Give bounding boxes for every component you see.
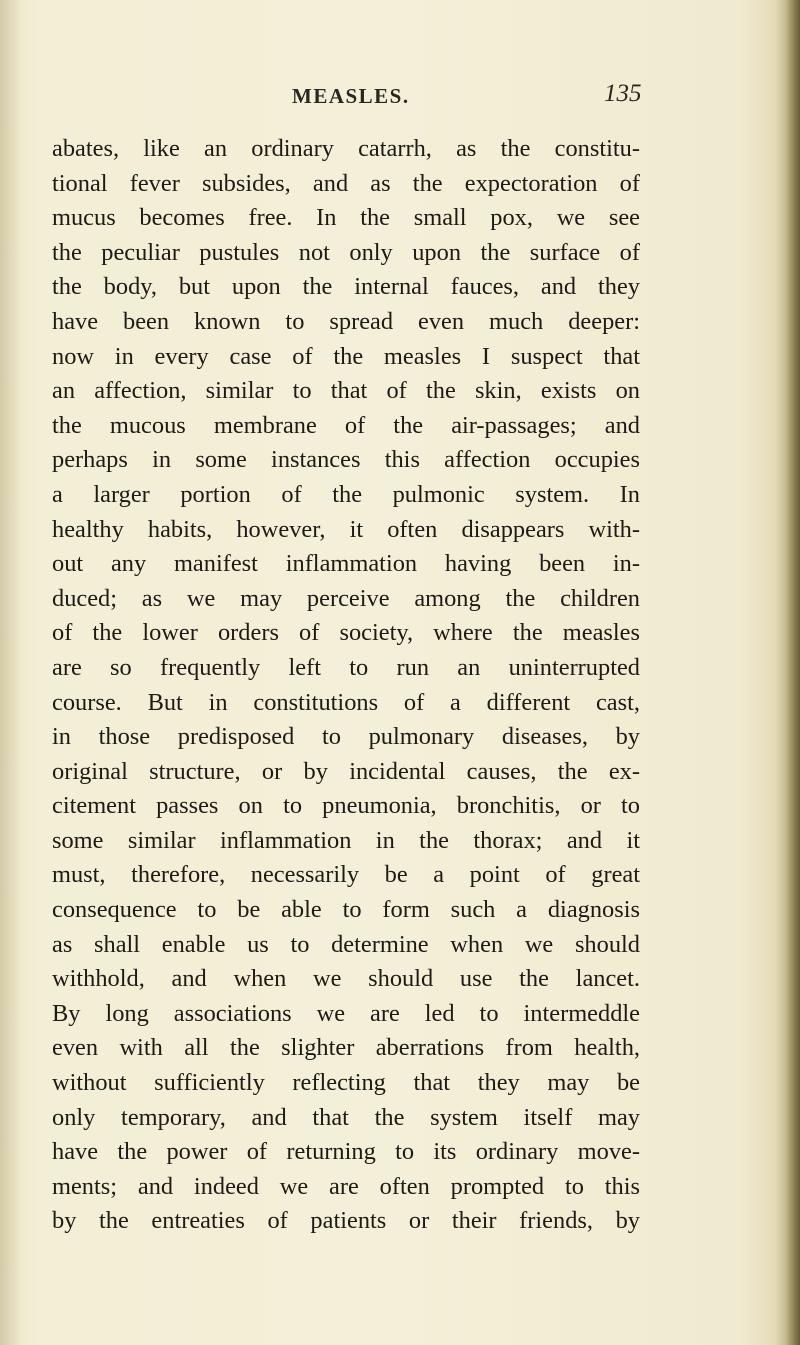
text-line: have been known to spread even much deeper: xyxy=(52,307,640,335)
text-line: the peculiar pustules not only upon the surface of xyxy=(52,238,640,266)
text-line: even with all the slighter aberrations from health, xyxy=(52,1034,640,1062)
page-gutter-shadow xyxy=(0,0,22,1345)
text-line: of the lower orders of society, where the measles xyxy=(52,619,640,647)
text-line: now in every case of the measles I suspect that xyxy=(52,342,640,370)
text-line: in those predisposed to pulmonary diseases, by xyxy=(52,723,640,751)
body-text xyxy=(52,132,640,1239)
text-line: an affection, similar to that of the skin, exists on xyxy=(52,377,640,405)
text-line: withhold, and when we should use the lancet. xyxy=(52,965,640,993)
page-number: 135 xyxy=(604,80,642,107)
text-line: course. But in constitutions of a different cast, xyxy=(52,688,640,716)
text-line: abates, like an ordinary catarrh, as the constitu- xyxy=(52,135,640,162)
running-title: MEASLES. xyxy=(292,84,410,108)
text-line: by the entreaties of patients or their friends, by xyxy=(52,1207,640,1235)
text-line: as shall enable us to determine when we should xyxy=(52,930,640,958)
text-line: original structure, or by incidental causes, the ex- xyxy=(52,757,640,785)
text-line: a larger portion of the pulmonic system. In xyxy=(52,480,640,508)
text-line: ments; and indeed we are often prompted to this xyxy=(52,1172,640,1200)
text-line: mucus becomes free. In the small pox, we see xyxy=(52,204,640,232)
text-line: citement passes on to pneumonia, bronchitis, or to xyxy=(52,792,640,820)
text-line: only temporary, and that the system itself may xyxy=(52,1103,640,1131)
text-line: the mucous membrane of the air-passages; and xyxy=(52,411,640,439)
text-line: are so frequently left to run an uninterrupted xyxy=(52,653,640,681)
text-line: perhaps in some instances this affection occupies xyxy=(52,446,640,474)
text-line: tional fever subsides, and as the expectoration of xyxy=(52,169,640,197)
text-line: some similar inflammation in the thorax; and it xyxy=(52,826,640,854)
page-binding-edge xyxy=(786,0,800,1345)
text-line: the body, but upon the internal fauces, and they xyxy=(52,273,640,301)
text-line: consequence to be able to form such a diagnosis xyxy=(52,896,640,924)
text-line: healthy habits, however, it often disappears with- xyxy=(52,515,640,543)
text-line: must, therefore, necessarily be a point of great xyxy=(52,861,640,889)
text-line: out any manifest inflammation having been in- xyxy=(52,550,640,578)
text-line: duced; as we may perceive among the children xyxy=(52,584,640,612)
text-line: without sufficiently reflecting that they may be xyxy=(52,1069,640,1097)
text-line: have the power of returning to its ordinary move- xyxy=(52,1138,640,1166)
text-line: By long associations we are led to intermeddle xyxy=(52,999,640,1027)
